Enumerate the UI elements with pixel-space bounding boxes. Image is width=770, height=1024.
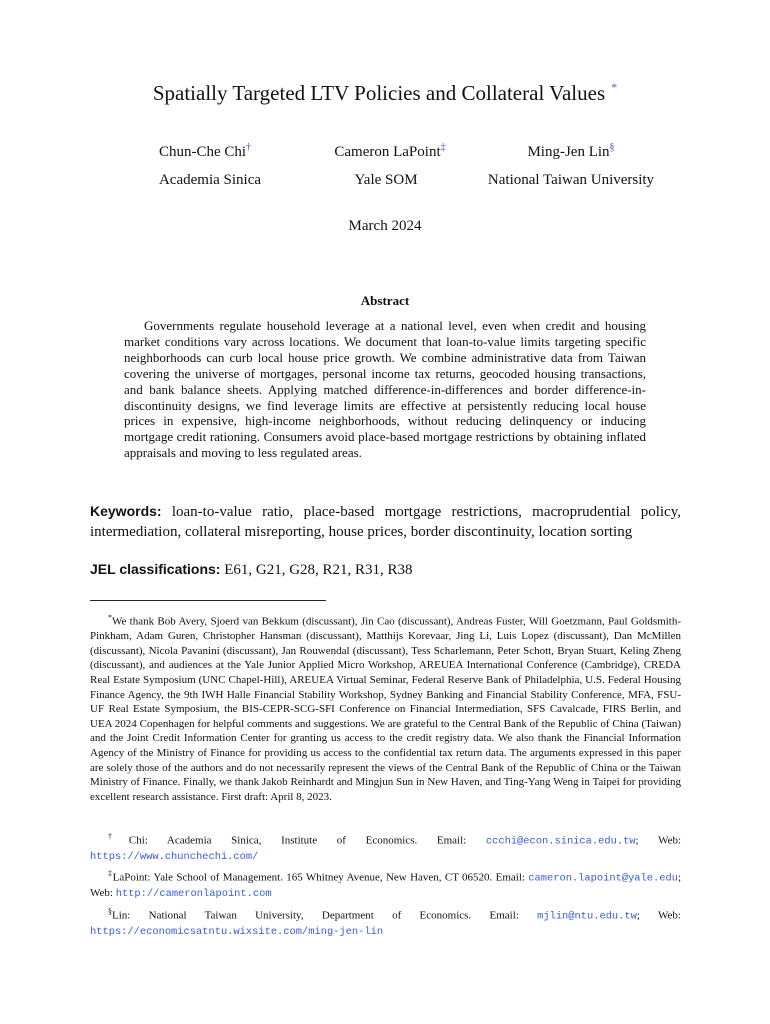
footnote-lin (90, 905, 681, 940)
affiliation-chi: Academia Sinica (158, 172, 262, 188)
keywords-paragraph (90, 501, 681, 542)
footnote-marker: ‡ (108, 869, 113, 878)
jel-paragraph (90, 559, 681, 580)
title-footnote-marker[interactable]: * (611, 80, 618, 94)
affiliation-lin: National Taiwan University (487, 172, 655, 188)
author-footnote-marker[interactable]: ‡ (440, 142, 446, 153)
jel-label: JEL classifications: (90, 561, 221, 577)
web-link[interactable]: https://economicsatntu.wixsite.com/ming-jen-lin (90, 926, 384, 939)
footnote-text: Chi: Academia Sinica, Institute of Economics. Email: (128, 834, 486, 847)
paper-date: March 2024 (348, 218, 422, 234)
author-footnote-marker[interactable]: † (246, 142, 252, 153)
footnote-acknowledgements (90, 611, 681, 804)
footnote-marker: † (108, 832, 129, 841)
footnote-chi (90, 830, 681, 865)
web-label: ; Web: (635, 834, 682, 847)
abstract-heading: Abstract (360, 293, 410, 308)
web-link[interactable]: http://cameronlapoint.com (115, 888, 272, 901)
affiliation-lapoint: Yale SOM (354, 172, 418, 188)
keywords-label: Keywords: (90, 503, 162, 519)
web-label: ; Web: (636, 909, 681, 922)
footnote-lapoint (90, 867, 681, 902)
author-name: Ming-Jen Lin (527, 144, 610, 160)
web-link[interactable]: https://www.chunchechi.com/ (90, 851, 259, 864)
footnote-text: We thank Bob Avery, Sjoerd van Bekkum (discussant), Jin Cao (discussant), Andreas Fuster, Will Goetzmann, Paul Goldsmith-Pinkham, Adam Guren, Christopher Hansman (discussant), Matthijs Korevaar, Jing Li, Luis Lopez (discussant), Dan McMillen (discussant), Nicola Pavanini (discussant), Jan Rouwendal (discussant), Tess Scharlemann, Peter Schott, Bryan Stuart, Keling Zheng (discussant), and audiences at the Yale Junior Applied Micro Workshop, AREUEA International Conference (Cambridge), CREDA Real Estate Symposium (UNC Chapel-Hill), AREUEA Virtual Seminar, Federal Reserve Bank of Philadelphia, U.S. Federal Housing Finance Agency, the 9th IWH Halle Financial Stability Workshop, Sydney Banking and Financial Stability Conference, MFA, FSU-UF Real Estate Symposium, the BIS-CEPR-SCG-SFI Conference on Financial Intermediation, SFS Cavalcade, FIRS Berlin, and UEA 2024 Copenhagen for helpful comments and suggestions. We are grateful to the Central Bank of the Republic of China (Taiwan) and the Joint Credit Information Center for granting us access to the credit registry data. We also thank the Financial Information Agency of the Ministry of Finance for providing us access to the confidential tax return data. The arguments expressed in this paper are solely those of the authors and do not necessarily represent the views of the Central Bank of the Republic of China or the Taiwan Ministry of Finance. Finally, we thank Jakob Reinhardt and Mingjun Sun in New Haven, and Ting-Yang Weng in Taipei for providing excellent research assistance. First draft: April 8, 2023. (90, 615, 681, 803)
footnote-marker: * (108, 613, 112, 622)
web-label: ; Web: (90, 871, 682, 900)
author-lin (461, 142, 681, 161)
paper-title-text: Spatially Targeted LTV Policies and Collateral Values (152, 81, 606, 105)
author-footnote-marker[interactable]: § (609, 142, 615, 153)
jel-text: E61, G21, G28, R21, R31, R38 (224, 562, 413, 578)
author-name: Cameron LaPoint (334, 144, 441, 160)
keywords-text: loan-to-value ratio, place-based mortgage restrictions, macroprudential policy, intermediation, collateral misreporting, house prices, border discontinuity, location sorting (90, 504, 681, 540)
footnote-text: Lin: National Taiwan University, Department of Economics. Email: (112, 909, 538, 922)
author-name: Chun-Che Chi (158, 144, 247, 160)
paper-title (0, 80, 770, 106)
footnote-text: LaPoint: Yale School of Management. 165 Whitney Avenue, New Haven, CT 06520. Email: (112, 871, 529, 884)
email-link[interactable]: cameron.lapoint@yale.edu (528, 872, 678, 885)
footnote-divider (90, 600, 326, 601)
abstract-body: Governments regulate household leverage at a national level, even when credit and housing market conditions vary across locations. We document that loan-to-value limits targeting specific neighborhoods can curb local house price growth. We combine administrative data from Taiwan covering the universe of mortgages, personal income tax returns, geocoded housing transactions, and bank balance sheets. Applying matched difference-in-differences and border difference-in-discontinuity designs, we find leverage limits are effective at persistently reducing local house prices in expensive, high-income neighborhoods, without reducing delinquency or inducing mortgage credit rationing. Consumers avoid place-based mortgage restrictions by obtaining inflated appraisals and moving to less regulated areas. (124, 318, 646, 461)
footnote-marker: § (108, 907, 112, 916)
email-link[interactable]: mjlin@ntu.edu.tw (537, 910, 637, 923)
email-link[interactable]: ccchi@econ.sinica.edu.tw (485, 835, 636, 848)
